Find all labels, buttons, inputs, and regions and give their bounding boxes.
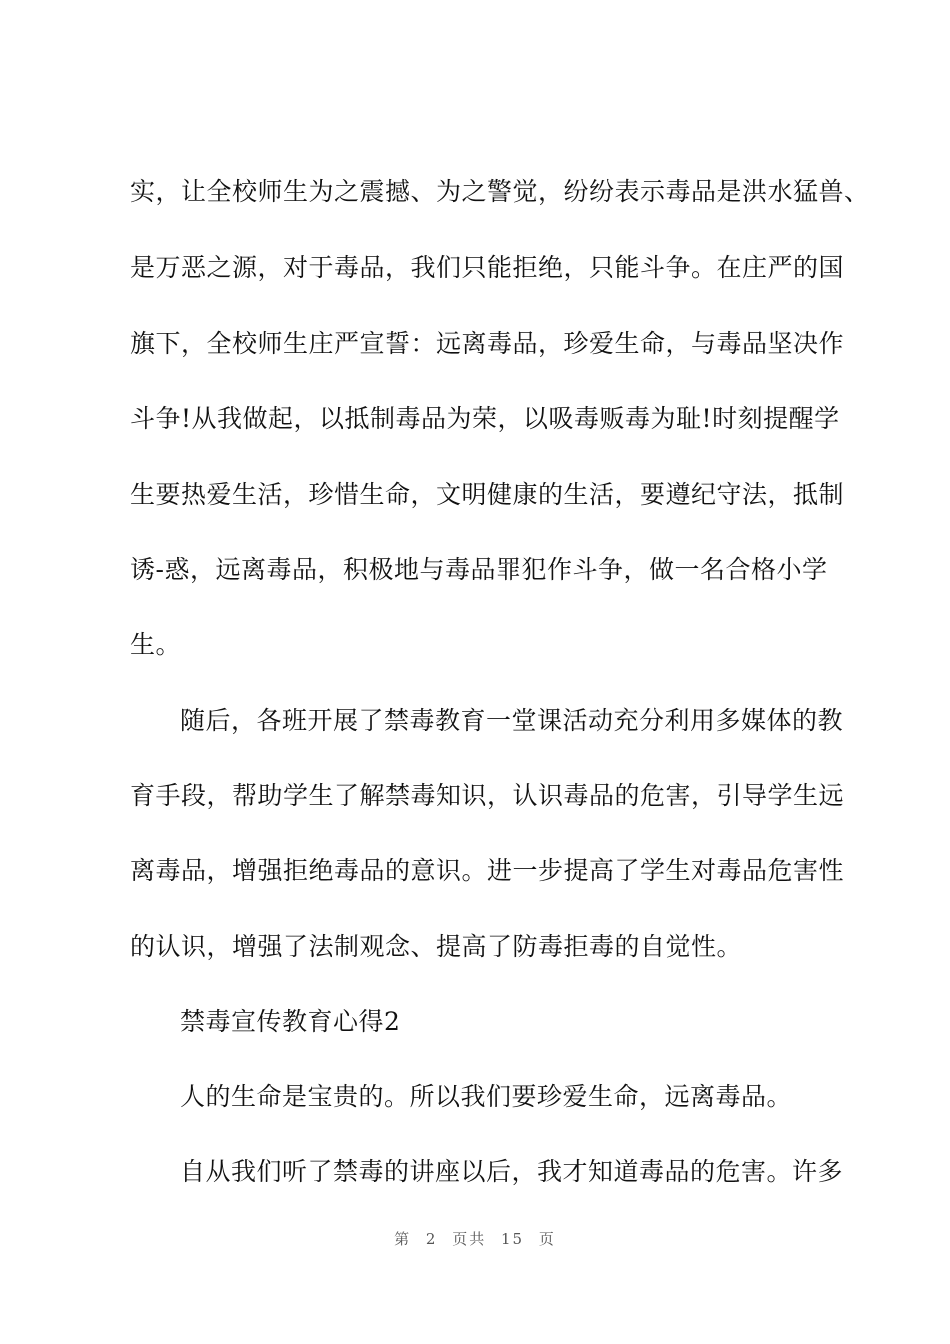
paragraph-1-line-6: 诱-惑，远离毒品，积极地与毒品罪犯作斗争，做一名合格小学	[130, 555, 828, 584]
paragraph-2-line-3: 离毒品，增强拒绝毒品的意识。进一步提高了学生对毒品危害性	[130, 856, 845, 885]
paragraph-1-line-2: 是万恶之源，对于毒品，我们只能拒绝，只能斗争。在庄严的国	[130, 253, 845, 282]
paragraph-2-line-2: 育手段，帮助学生了解禁毒知识，认识毒品的危害，引导学生远	[130, 781, 845, 810]
paragraph-3-line-1: 人的生命是宝贵的。所以我们要珍爱生命，远离毒品。	[180, 1082, 793, 1111]
paragraph-1-line-1: 实，让全校师生为之震撼、为之警觉，纷纷表示毒品是洪水猛兽、	[130, 177, 870, 206]
paragraph-1-line-5: 生要热爱生活，珍惜生命，文明健康的生活，要遵纪守法，抵制	[130, 480, 845, 509]
page-footer: 第 2 页共 15 页	[394, 1230, 556, 1248]
paragraph-4-line-1: 自从我们听了禁毒的讲座以后，我才知道毒品的危害。许多	[180, 1157, 844, 1186]
paragraph-1-line-7: 生。	[130, 630, 182, 659]
paragraph-2-line-1: 随后，各班开展了禁毒教育一堂课活动充分利用多媒体的教	[180, 706, 844, 735]
paragraph-2-line-4: 的认识，增强了法制观念、提高了防毒拒毒的自觉性。	[130, 932, 743, 961]
paragraph-1-line-4: 斗争!从我做起，以抵制毒品为荣，以吸毒贩毒为耻!时刻提醒学	[130, 404, 840, 433]
section-heading: 禁毒宣传教育心得2	[180, 1007, 401, 1036]
paragraph-1-line-3: 旗下，全校师生庄严宣誓：远离毒品，珍爱生命，与毒品坚决作	[130, 329, 845, 358]
